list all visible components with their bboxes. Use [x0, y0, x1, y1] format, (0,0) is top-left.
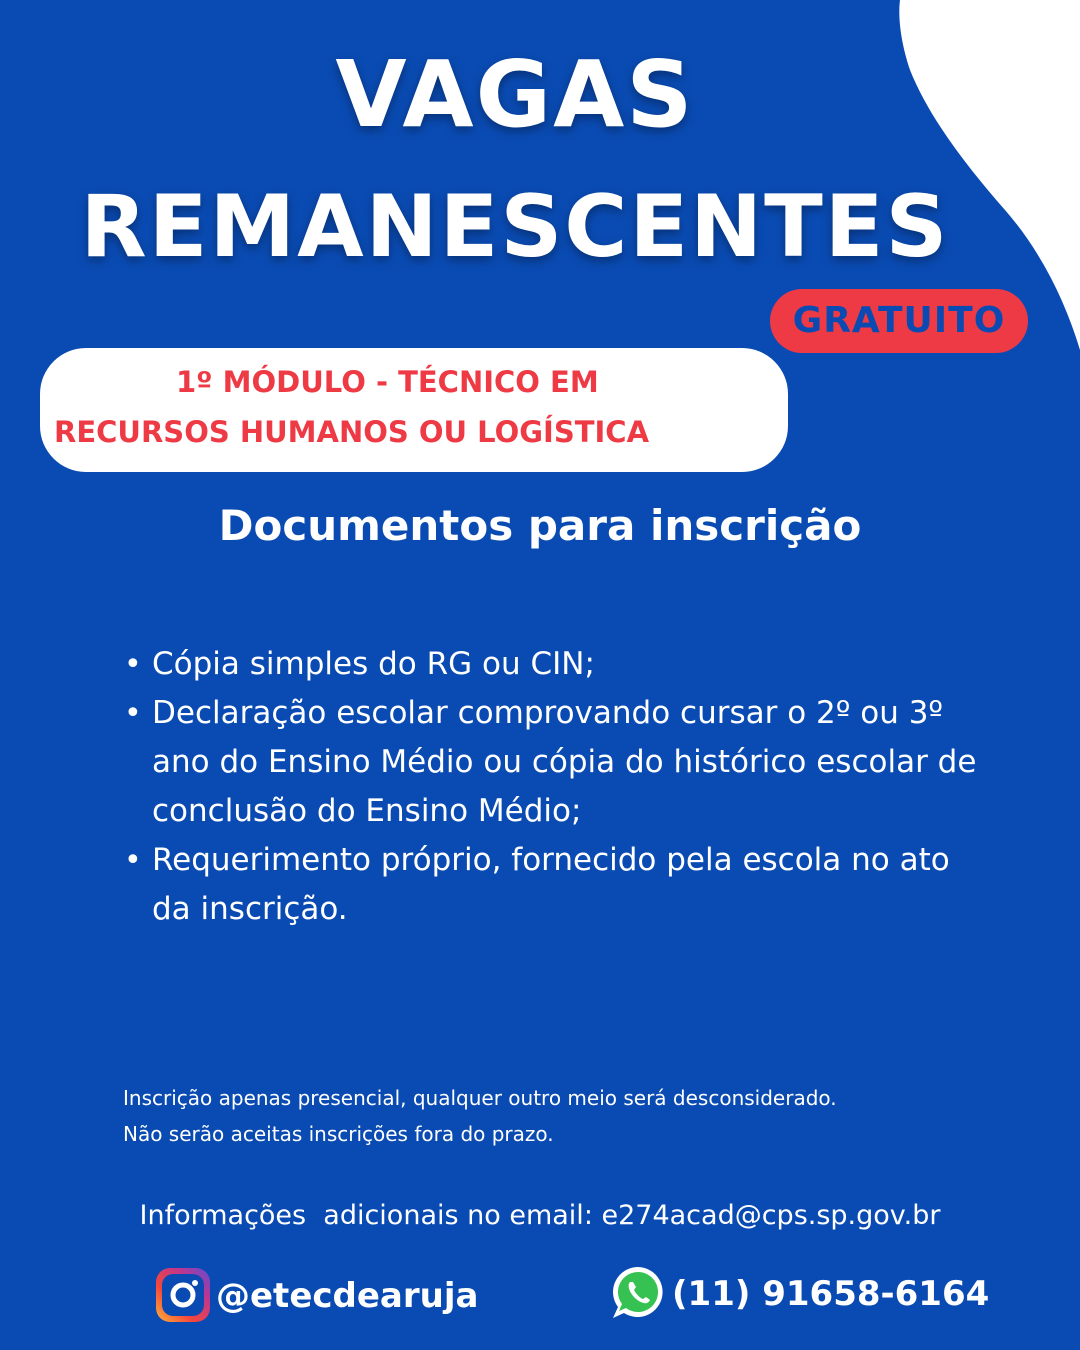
list-item [120, 640, 980, 689]
instagram-icon[interactable] [154, 1266, 212, 1324]
notice-line-1: Inscrição apenas presencial, qualquer outro meio será desconsiderado. [123, 1086, 837, 1110]
course-line-1: 1º MÓDULO - TÉCNICO EM [176, 365, 599, 399]
course-line-2: RECURSOS HUMANOS OU LOGÍSTICA [54, 415, 650, 449]
bullet-icon: • [124, 647, 142, 682]
bullet-icon: • [124, 843, 142, 878]
instagram-handle[interactable]: @etecdearuja [216, 1276, 479, 1316]
list-item-text: Declaração escolar comprovando cursar o 2º ou 3º ano do Ensino Médio ou cópia do histórico escolar de conclusão do Ensino Médio; [152, 695, 977, 829]
documents-list [120, 640, 980, 934]
list-item-text: Cópia simples do RG ou CIN; [152, 646, 595, 682]
title-line-1: VAGAS [335, 41, 695, 148]
list-item [120, 689, 980, 836]
title-line-2: REMANESCENTES [80, 177, 950, 277]
notice-line-2: Não serão aceitas inscrições fora do prazo. [123, 1122, 554, 1146]
free-badge: GRATUITO [770, 289, 1028, 353]
list-item-text: Requerimento próprio, fornecido pela escola no ato da inscrição. [152, 842, 950, 927]
whatsapp-phone[interactable]: (11) 91658-6164 [672, 1274, 990, 1314]
bullet-icon: • [124, 696, 142, 731]
list-item [120, 836, 980, 934]
whatsapp-icon[interactable] [607, 1262, 669, 1324]
email-info: Informações adicionais no email: e274acad@cps.sp.gov.br [139, 1200, 941, 1231]
documents-heading: Documentos para inscrição [218, 501, 862, 550]
